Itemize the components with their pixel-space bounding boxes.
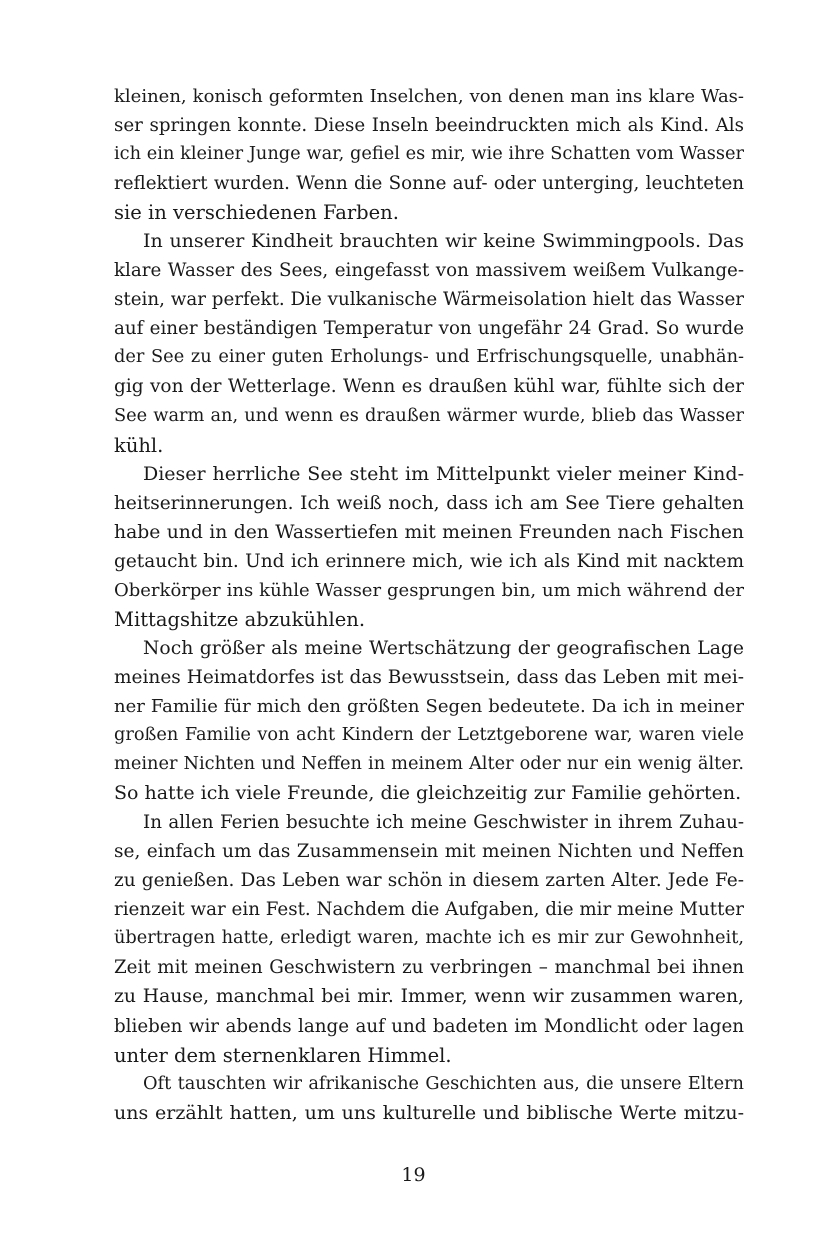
text-line: meiner Nichten und Neffen in meinem Alter oder nur ein wenig älter. xyxy=(114,754,744,775)
paragraph xyxy=(114,808,744,1069)
text-line: Dieser herrliche See steht im Mittelpunkt vieler meiner Kind- xyxy=(143,462,744,485)
text-line: Mittagshitze abzukühlen. xyxy=(114,607,366,631)
text-line: unter dem sternenklaren Himmel. xyxy=(114,1043,452,1067)
text-line: Zeit mit meinen Geschwistern zu verbringen – manchmal bei ihnen xyxy=(114,957,744,979)
text-line: Oft tauschten wir afrikanische Geschichten aus, die unsere Eltern xyxy=(143,1073,744,1094)
text-line: blieben wir abends lange auf und badeten im Mondlicht oder lagen xyxy=(114,1015,744,1037)
text-line: In allen Ferien besuchte ich meine Geschwister in ihrem Zuhau- xyxy=(143,812,744,834)
page-number: 19 xyxy=(401,1164,426,1186)
text-line: ich ein kleiner Junge war, gefiel es mir, wie ihre Schatten vom Wasser xyxy=(114,144,744,165)
paragraph xyxy=(114,227,744,459)
text-line: getaucht bin. Und ich erinnere mich, wie ich als Kind mit nacktem xyxy=(114,550,744,572)
text-line: auf einer beständigen Temperatur von ungefähr 24 Grad. So wurde xyxy=(114,318,744,340)
text-line: zu Hause, manchmal bei mir. Immer, wenn wir zusammen waren, xyxy=(114,986,744,1008)
text-line: großen Familie von acht Kindern der Letztgeborene war, waren viele xyxy=(114,725,744,746)
paragraph xyxy=(114,82,744,227)
text-line: So hatte ich viele Freunde, die gleichzeitig zur Familie gehörten. xyxy=(114,782,742,805)
text-line: sie in verschiedenen Farben. xyxy=(114,201,399,225)
text-line: gig von der Wetterlage. Wenn es draußen kühl war, fühlte sich der xyxy=(114,376,744,398)
text-line: habe und in den Wassertiefen mit meinen Freunden nach Fischen xyxy=(114,521,744,543)
text-line: zu genießen. Das Leben war schön in diesem zarten Alter. Jede Fe- xyxy=(114,870,744,892)
text-line: rienzeit war ein Fest. Nachdem die Aufgaben, die mir meine Mutter xyxy=(114,899,744,921)
text-line: stein, war perfekt. Die vulkanische Wärmeisolation hielt das Wasser xyxy=(114,289,744,311)
text-line: der See zu einer guten Erholungs- und Erfrischungsquelle, unabhän- xyxy=(114,347,744,368)
text-line: See warm an, und wenn es draußen wärmer wurde, blieb das Wasser xyxy=(114,405,744,426)
text-line: kühl. xyxy=(114,433,164,457)
text-line: übertragen hatte, erledigt waren, machte ich es mir zur Gewohnheit, xyxy=(114,928,744,949)
text-line: ser springen konnte. Diese Inseln beeindruckten mich als Kind. Als xyxy=(114,115,744,137)
text-line: ner Familie für mich den größten Segen bedeutete. Da ich in meiner xyxy=(114,695,744,717)
body-text xyxy=(114,82,744,1128)
text-line: Oberkörper ins kühle Wasser gesprungen bin, um mich während der xyxy=(114,579,744,601)
text-line: reflektiert wurden. Wenn die Sonne auf- oder unterging, leuchteten xyxy=(114,173,744,195)
text-line: meines Heimatdorfes ist das Bewusstsein, dass das Leben mit mei- xyxy=(114,666,744,688)
text-line: se, einfach um das Zusammensein mit meinen Nichten und Neffen xyxy=(114,841,744,863)
text-line: In unserer Kindheit brauchten wir keine Swimmingpools. Das xyxy=(143,230,744,253)
text-line: klare Wasser des Sees, eingefasst von massivem weißem Vulkange- xyxy=(114,260,744,282)
text-line: heitserinnerungen. Ich weiß noch, dass ich am See Tiere gehalten xyxy=(114,492,744,514)
text-line: Noch größer als meine Wertschätzung der geografischen Lage xyxy=(143,637,744,659)
text-line: kleinen, konisch geformten Inselchen, von denen man ins klare Was- xyxy=(114,86,744,107)
paragraph xyxy=(114,634,744,808)
paragraph xyxy=(114,460,744,634)
paragraph xyxy=(114,1070,744,1128)
text-line: uns erzählt hatten, um uns kulturelle und biblische Werte mitzu- xyxy=(114,1101,744,1124)
